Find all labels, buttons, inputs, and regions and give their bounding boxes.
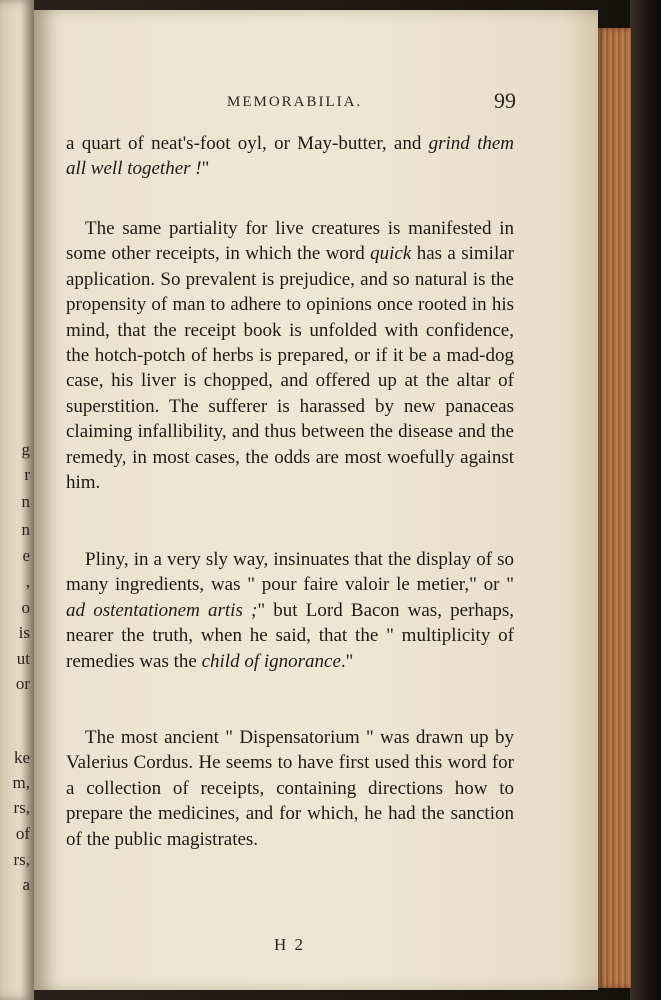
paragraph-text: " [201,158,210,180]
page-fore-edge [597,28,631,988]
left-page-fragment: e [22,546,30,565]
italic-phrase: ad ostentationem artis ; [66,599,258,621]
page-number: 99 [494,88,516,113]
italic-phrase: child of ignorance [201,650,341,672]
left-page-fragment: g [21,440,30,459]
paragraph-text: Pliny, in a very sly way, insinuates that the display of so many ingredients, was " pour faire valoir le metier," or " [66,549,514,596]
italic-word: quick [370,243,412,265]
left-page-fragment: m, [12,773,30,792]
paragraph-pliny [66,547,514,674]
left-page-fragment: r [24,465,30,484]
paragraph-receipts [66,216,514,495]
left-page-fragment: o [21,598,30,617]
paragraph-dispensatorium: The most ancient " Dispensatorium " was drawn up by Valerius Cordus. He seems to have first used this word for a collection of receipts, containing directions how to prepare the medicines, and for which, he had the sanction of the public magistrates. [66,727,514,850]
italic-phrase: grind them all well together ! [66,133,515,180]
left-page-fragment: a [22,875,30,894]
left-page-fragment: rs, [13,798,30,817]
left-page-fragment: rs, [13,850,30,869]
paragraph-text: The same partiality for live creatures is manifested in some other receipts, in which the word [66,218,514,265]
left-page-fragment: ke [13,748,30,767]
book-page [34,10,598,990]
left-page-fragment: is [18,623,30,642]
left-facing-page [0,0,34,1000]
book-cover-edge [630,0,661,1000]
printer-signature: H 2 [274,935,306,954]
paragraph-text: ." [340,650,354,672]
paragraph-continuation [66,131,514,182]
left-page-fragment: or [15,674,30,693]
paragraph-text: a quart of neat's-foot oyl, or May-butter, and [66,133,429,154]
left-page-fragment: n [21,492,30,511]
left-page-fragment: , [25,572,30,591]
paragraph-text: " but Lord Bacon was, perhaps, nearer the truth, when he said, that the " multiplicity of remedies was the [66,599,514,672]
left-page-fragment: of [15,824,30,843]
left-page-fragment: ut [16,649,30,668]
paragraph-text: has a similar application. So prevalent is prejudice, and so natural is the propensity of man to adhere to opinions once rooted in his mind, that the receipt book is unfolded with confidence, the hotch-potch of herbs is prepared, or if it be a mad-dog case, his liver is chopped, and offered up at the altar of superstition. The sufferer is harassed by new panaceas claiming infallibility, and thus between the disease and the remedy, in most cases, the odds are most woefully against him. [66,243,515,494]
left-page-fragment: n [21,520,30,539]
running-head: MEMORABILIA. [227,94,363,110]
